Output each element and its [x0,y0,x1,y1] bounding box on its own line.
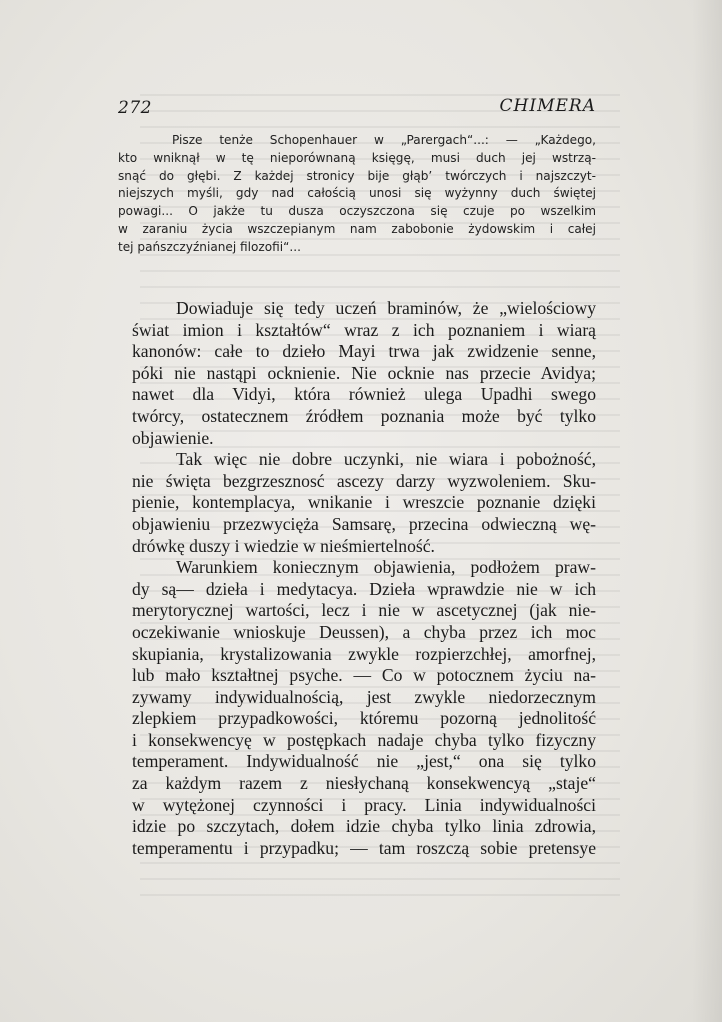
paragraph [132,298,596,449]
text-line: dy są— dzieła i medytacya. Dzieła wprawdzie nie w ich [132,578,596,599]
text-line: Warunkiem koniecznym objawienia, podłożem praw- [176,557,596,578]
text-line: objawieniu przezwycięża Samsarę, przecina odwieczną wę- [132,513,596,534]
quote-line: snąć do głębi. Z każdej stronicy bije głąb’ twórczych i najszczyt- [118,168,596,183]
text-line: nie święta bezgrzesznosć ascezy darzy wyzwoleniem. Sku- [132,470,596,491]
text-line: i konsekwencyę w postępkach nadaje chyba tylko fizyczny [132,729,596,750]
text-line: nawet dla Vidyi, która również ulega Upadhi swego [132,384,596,405]
quote-line: kto wniknął w tę nieporównaną księgę, musi duch jej wstrzą- [118,150,596,165]
running-title: CHIMERA [499,96,596,116]
page-edge-shadow [692,0,722,1022]
text-line: Dowiaduje się tedy uczeń braminów, że „wielościowy [176,298,596,318]
paragraph [132,449,596,557]
text-line: za każdym razem z niesłychaną konsekwencyą „staje“ [132,773,596,794]
text-line: w wytężonej czynności i pracy. Linia indywidualności [132,794,596,815]
quote-line: w zaraniu życia wszczepianym nam zabobonie żydowskim i całej [118,221,596,236]
text-line: lub mało kształtnej psyche. — Co w potocznem życiu na- [132,665,596,686]
text-line: drówkę duszy i wiedzie w nieśmiertelność. [132,535,435,556]
quote-block [118,132,596,257]
text-line: zlepkiem przypadkowości, któremu pozorną jednolitość [132,708,596,729]
quote-line: powagi... O jakże tu dusza oczyszczona się czuje po wszelkim [118,204,596,219]
text-line: skupiania, krystalizowania zwykle rozpierzchłej, amorfnej, [132,643,596,664]
text-line: merytorycznej wartości, lecz i nie w ascetycznej (jak nie- [132,600,596,621]
quote-line: Pisze tenże Schopenhauer w „Parergach“...: — „Każdego, [172,133,596,147]
quote-line: tej pańszczyźnianej filozofii“... [118,239,301,254]
page-header [118,92,596,122]
body-text [132,298,596,859]
page-number: 272 [118,98,152,118]
text-line: idzie po szczytach, dołem idzie chyba tylko linia zdrowia, [132,816,596,837]
text-line: zywamy indywidualnością, jest zwykle niedorzecznym [132,686,596,707]
text-line: Tak więc nie dobre uczynki, nie wiara i pobożność, [176,449,596,470]
text-line: póki nie nastąpi ocknienie. Nie ocknie nas przecie Avidya; [132,362,596,383]
quote-line: niejszych myśli, gdy nad całością unosi się wyżynny duch świętej [118,186,596,201]
text-line: temperament. Indywidualność nie „jest,“ ona się tylko [132,751,596,772]
text-line: kanonów: całe to dzieło Mayi trwa jak zwidzenie senne, [132,341,596,362]
text-line: oczekiwanie wnioskuje Deussen), a chyba przez ich moc [132,621,596,642]
text-line: objawienie. [132,427,214,448]
text-line: świat imion i kształtów“ wraz z ich poznaniem i wiarą [132,319,596,340]
text-line: temperamentu i przypadku; — tam roszczą sobie pretensye [132,837,596,858]
text-line: twórcy, ostatecznem źródłem poznania może być tylko [132,405,596,426]
text-line: pienie, kontemplacya, wnikanie i wreszcie poznanie dzięki [132,492,596,513]
paragraph [132,557,596,859]
